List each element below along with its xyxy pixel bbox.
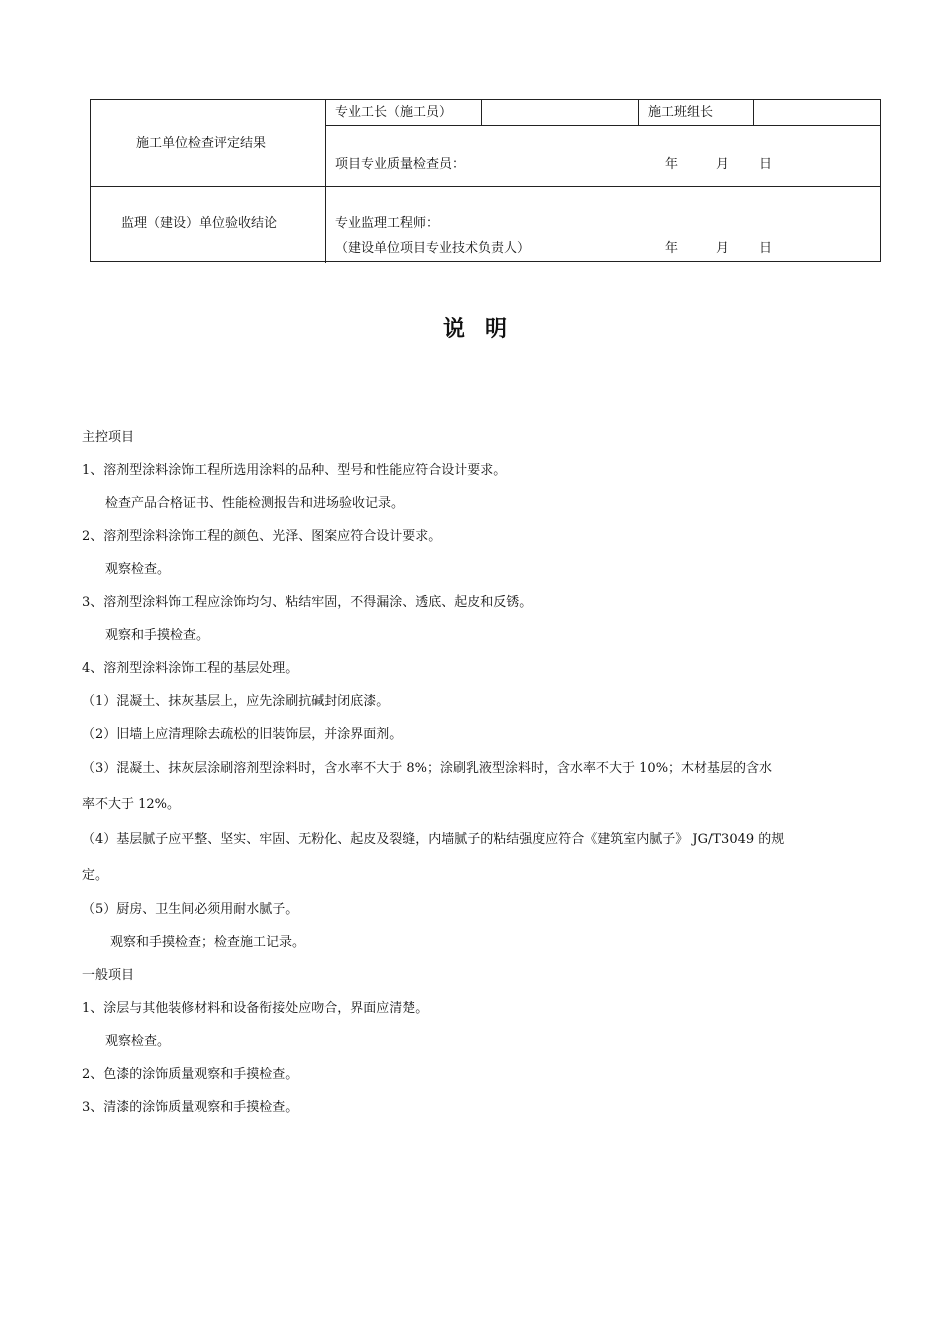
paragraph: 2、溶剂型涂料涂饰工程的颜色、光泽、图案应符合设计要求。 bbox=[82, 529, 442, 544]
paragraph: 定。 bbox=[82, 868, 109, 883]
label-divider bbox=[91, 186, 325, 187]
paragraph: （3）混凝土、抹灰层涂刷溶剂型涂料时，含水率不大于 8%；涂刷乳液型涂料时，含水率不大于 10%；木材基层的含水 bbox=[82, 761, 773, 776]
paragraph: 2、色漆的涂饰质量观察和手摸检查。 bbox=[82, 1067, 299, 1082]
page-title: 说明 bbox=[442, 317, 527, 342]
year-label: 年 bbox=[665, 157, 679, 172]
team-leader-divider bbox=[638, 100, 639, 125]
section-heading-main: 主控项目 bbox=[82, 430, 135, 445]
day-label: 日 bbox=[759, 241, 773, 256]
month-label: 月 bbox=[716, 157, 730, 172]
paragraph: 观察检查。 bbox=[105, 562, 171, 577]
month-label: 月 bbox=[716, 241, 730, 256]
paragraph: 观察检查。 bbox=[105, 1034, 171, 1049]
paragraph: 观察和手摸检查。 bbox=[105, 628, 210, 643]
row1-subdivider bbox=[325, 125, 880, 126]
quality-inspector-label: 项目专业质量检查员： bbox=[335, 157, 466, 172]
paragraph: （4）基层腻子应平整、坚实、牢固、无粉化、起皮及裂缝，内墙腻子的粘结强度应符合《建筑室内腻子》 JG/T3049 的规 bbox=[82, 832, 785, 847]
row-divider bbox=[325, 186, 880, 187]
foreman-value-divider bbox=[481, 100, 482, 125]
acceptance-table bbox=[90, 99, 881, 262]
year-label: 年 bbox=[665, 241, 679, 256]
paragraph: 3、清漆的涂饰质量观察和手摸检查。 bbox=[82, 1100, 299, 1115]
owner-representative-label: （建设单位项目专业技术负责人） bbox=[335, 241, 531, 256]
foreman-label: 专业工长（施工员） bbox=[335, 105, 453, 120]
contractor-result-label: 施工单位检查评定结果 bbox=[136, 136, 267, 151]
supervising-engineer-label: 专业监理工程师： bbox=[335, 216, 440, 231]
team-leader-label: 施工班组长 bbox=[648, 105, 714, 120]
paragraph: 3、溶剂型涂料饰工程应涂饰均匀、粘结牢固，不得漏涂、透底、起皮和反锈。 bbox=[82, 595, 533, 610]
section-heading-general: 一般项目 bbox=[82, 968, 135, 983]
paragraph: 率不大于 12%。 bbox=[82, 797, 181, 812]
paragraph: 观察和手摸检查；检查施工记录。 bbox=[110, 935, 306, 950]
paragraph: 检查产品合格证书、性能检测报告和进场验收记录。 bbox=[105, 496, 405, 511]
paragraph: （2）旧墙上应清理除去疏松的旧装饰层，并涂界面剂。 bbox=[82, 727, 403, 742]
day-label: 日 bbox=[759, 157, 773, 172]
paragraph: 1、涂层与其他装修材料和设备衔接处应吻合，界面应清楚。 bbox=[82, 1001, 429, 1016]
label-column-divider bbox=[325, 100, 326, 263]
paragraph: 4、溶剂型涂料涂饰工程的基层处理。 bbox=[82, 661, 299, 676]
paragraph: （1）混凝土、抹灰基层上，应先涂刷抗碱封闭底漆。 bbox=[82, 694, 390, 709]
paragraph: 1、溶剂型涂料涂饰工程所选用涂料的品种、型号和性能应符合设计要求。 bbox=[82, 463, 507, 478]
supervision-conclusion-label: 监理（建设）单位验收结论 bbox=[121, 216, 278, 231]
paragraph: （5）厨房、卫生间必须用耐水腻子。 bbox=[82, 902, 299, 917]
team-leader-value-divider bbox=[753, 100, 754, 125]
